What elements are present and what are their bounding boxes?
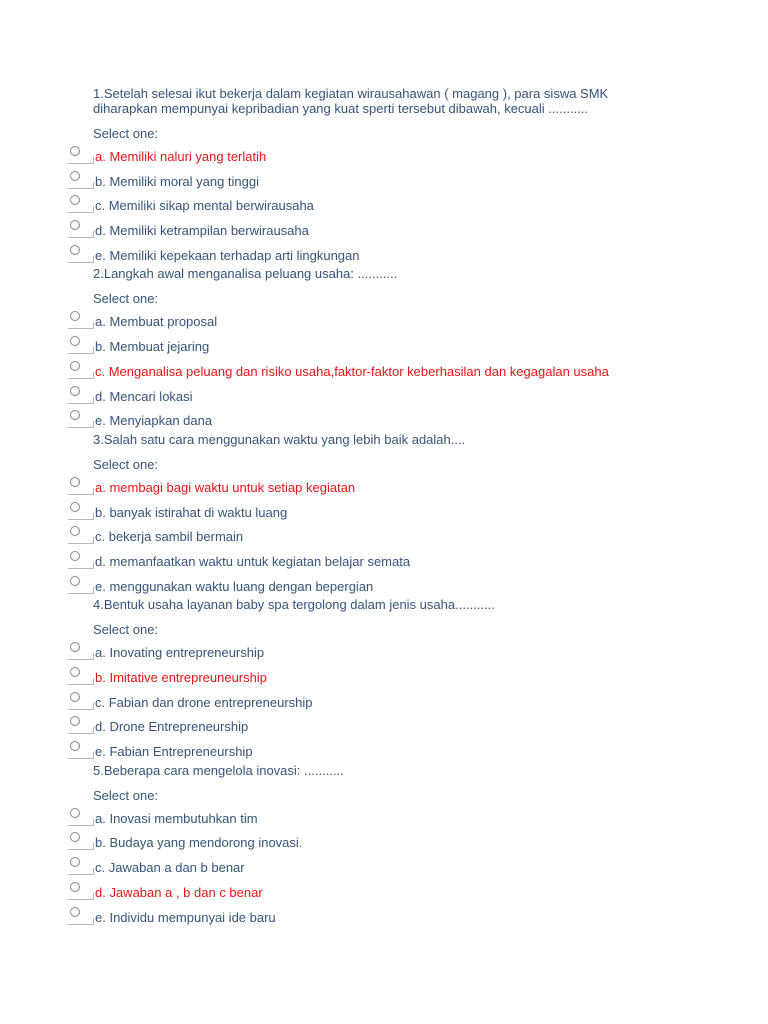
option-label: e. menggunakan waktu luang dengan bepergian [95, 578, 374, 594]
option-label: e. Fabian Entrepreneurship [95, 744, 253, 760]
option-tick [93, 678, 94, 685]
option-b[interactable] [0, 829, 768, 854]
option-underline [68, 568, 94, 569]
option-underline [68, 427, 94, 428]
radio-button[interactable] [70, 716, 80, 726]
radio-button[interactable] [70, 146, 80, 156]
radio-button[interactable] [70, 808, 80, 818]
option-c[interactable] [0, 192, 768, 217]
option-e[interactable] [0, 904, 768, 929]
option-label: d. Mencari lokasi [95, 388, 193, 404]
option-b[interactable] [0, 664, 768, 689]
option-e[interactable] [0, 407, 768, 432]
option-d[interactable] [0, 713, 768, 738]
radio-button[interactable] [70, 551, 80, 561]
select-one-label: Select one: [93, 126, 159, 141]
question-1 [0, 86, 768, 266]
option-underline [68, 874, 94, 875]
select-one-label: Select one: [93, 787, 159, 803]
option-a[interactable] [0, 308, 768, 333]
option-d[interactable] [0, 879, 768, 904]
radio-button[interactable] [70, 642, 80, 652]
option-d[interactable] [0, 383, 768, 408]
select-one-label: Select one: [93, 456, 159, 472]
option-label: b. Memiliki moral yang tinggi [95, 173, 260, 189]
option-underline [68, 353, 94, 354]
option-label: c. bekerja sambil bermain [95, 529, 244, 545]
option-tick [93, 868, 94, 875]
question-text: 2.Langkah awal menganalisa peluang usaha: ........... [93, 266, 398, 282]
option-a[interactable] [0, 474, 768, 499]
option-b[interactable] [0, 333, 768, 358]
option-underline [68, 237, 94, 238]
option-label: b. banyak istirahat di waktu luang [95, 504, 288, 520]
radio-button[interactable] [70, 477, 80, 487]
option-underline [68, 403, 94, 404]
option-c[interactable] [0, 358, 768, 383]
option-label: a. Membuat proposal [95, 314, 218, 330]
option-label: e. Memiliki kepekaan terhadap arti lingkungan [95, 247, 360, 263]
option-underline [68, 593, 94, 594]
option-label: d. Memiliki ketrampilan berwirausaha [95, 223, 309, 239]
option-underline [68, 899, 94, 900]
radio-button[interactable] [70, 526, 80, 536]
question-2 [0, 266, 768, 431]
option-tick [93, 513, 94, 520]
radio-button[interactable] [70, 882, 80, 892]
option-tick [93, 157, 94, 164]
option-underline [68, 262, 94, 263]
option-label: b. Imitative entrepreuneurship [95, 670, 267, 685]
option-label: a. Inovating entrepreneurship [95, 645, 265, 661]
option-b[interactable] [0, 168, 768, 193]
option-tick [93, 653, 94, 660]
radio-button[interactable] [70, 311, 80, 321]
option-underline [68, 328, 94, 329]
option-tick [93, 537, 94, 544]
radio-button[interactable] [70, 692, 80, 702]
option-underline [68, 709, 94, 710]
option-tick [93, 397, 94, 404]
option-tick [93, 703, 94, 710]
radio-button[interactable] [70, 576, 80, 586]
question-5 [0, 763, 768, 928]
option-label: d. Jawaban a , b dan c benar [95, 884, 263, 900]
option-c[interactable] [0, 689, 768, 714]
option-e[interactable] [0, 573, 768, 598]
option-underline [68, 849, 94, 850]
option-label: e. Individu mempunyai ide baru [95, 909, 276, 925]
radio-button[interactable] [70, 410, 80, 420]
radio-button[interactable] [70, 220, 80, 230]
option-underline [68, 543, 94, 544]
option-d[interactable] [0, 548, 768, 573]
question-text: 4.Bentuk usaha layanan baby spa tergolong dalam jenis usaha........... [93, 597, 495, 613]
quiz-container [0, 86, 768, 928]
radio-button[interactable] [70, 171, 80, 181]
option-tick [93, 182, 94, 189]
option-a[interactable] [0, 805, 768, 830]
option-label: b. Membuat jejaring [95, 339, 210, 355]
option-underline [68, 733, 94, 734]
radio-button[interactable] [70, 907, 80, 917]
option-tick [93, 231, 94, 238]
radio-button[interactable] [70, 502, 80, 512]
option-underline [68, 684, 94, 685]
option-tick [93, 488, 94, 495]
option-tick [93, 256, 94, 263]
option-tick [93, 918, 94, 925]
option-d[interactable] [0, 217, 768, 242]
option-tick [93, 893, 94, 900]
option-tick [93, 421, 94, 428]
option-underline [68, 825, 94, 826]
option-label: a. Inovasi membutuhkan tim [95, 810, 258, 826]
radio-button[interactable] [70, 245, 80, 255]
option-tick [93, 587, 94, 594]
option-label: c. Jawaban a dan b benar [95, 860, 245, 876]
question-text: 1.Setelah selesai ikut bekerja dalam kegiatan wirausahawan ( magang ), para siswa SMK diharapkan mempunyai kepribadian yang kuat sperti tersebut dibawah, kecuali ........... [93, 86, 609, 116]
question-3 [0, 432, 768, 597]
option-a[interactable] [0, 639, 768, 664]
radio-button[interactable] [70, 857, 80, 867]
option-tick [93, 843, 94, 850]
question-text: 5.Beberapa cara mengelola inovasi: ........... [93, 762, 344, 778]
radio-button[interactable] [70, 832, 80, 842]
option-label: a. Memiliki naluri yang terlatih [95, 149, 267, 164]
option-b[interactable] [0, 499, 768, 524]
question-4 [0, 597, 768, 762]
option-c[interactable] [0, 854, 768, 879]
option-label: e. Menyiapkan dana [95, 413, 213, 429]
option-e[interactable] [0, 242, 768, 267]
radio-button[interactable] [70, 386, 80, 396]
option-tick [93, 562, 94, 569]
select-one-label: Select one: [93, 291, 159, 307]
option-underline [68, 519, 94, 520]
radio-button[interactable] [70, 336, 80, 346]
radio-button[interactable] [70, 195, 80, 205]
option-a[interactable] [0, 143, 768, 168]
option-underline [68, 378, 94, 379]
option-label: c. Fabian dan drone entrepreneurship [95, 694, 313, 710]
option-label: b. Budaya yang mendorong inovasi. [95, 835, 303, 851]
option-underline [68, 163, 94, 164]
option-tick [93, 819, 94, 826]
option-tick [93, 752, 94, 759]
option-tick [93, 727, 94, 734]
question-text: 3.Salah satu cara menggunakan waktu yang lebih baik adalah.... [93, 431, 466, 447]
option-underline [68, 758, 94, 759]
select-one-label: Select one: [93, 622, 159, 638]
option-label: d. Drone Entrepreneurship [95, 719, 249, 735]
option-underline [68, 188, 94, 189]
option-e[interactable] [0, 738, 768, 763]
option-label: d. memanfaatkan waktu untuk kegiatan belajar semata [95, 553, 411, 569]
option-tick [93, 206, 94, 213]
option-c[interactable] [0, 523, 768, 548]
radio-button[interactable] [70, 667, 80, 677]
option-underline [68, 212, 94, 213]
option-label: c. Memiliki sikap mental berwirausaha [95, 198, 314, 214]
radio-button[interactable] [70, 741, 80, 751]
option-underline [68, 659, 94, 660]
option-underline [68, 924, 94, 925]
option-label: a. membagi bagi waktu untuk setiap kegiatan [95, 479, 356, 495]
option-tick [93, 322, 94, 329]
option-label: c. Menganalisa peluang dan risiko usaha,faktor-faktor keberhasilan dan kegagalan usaha [95, 363, 609, 379]
radio-button[interactable] [70, 361, 80, 371]
option-tick [93, 347, 94, 354]
option-underline [68, 494, 94, 495]
option-tick [93, 372, 94, 379]
